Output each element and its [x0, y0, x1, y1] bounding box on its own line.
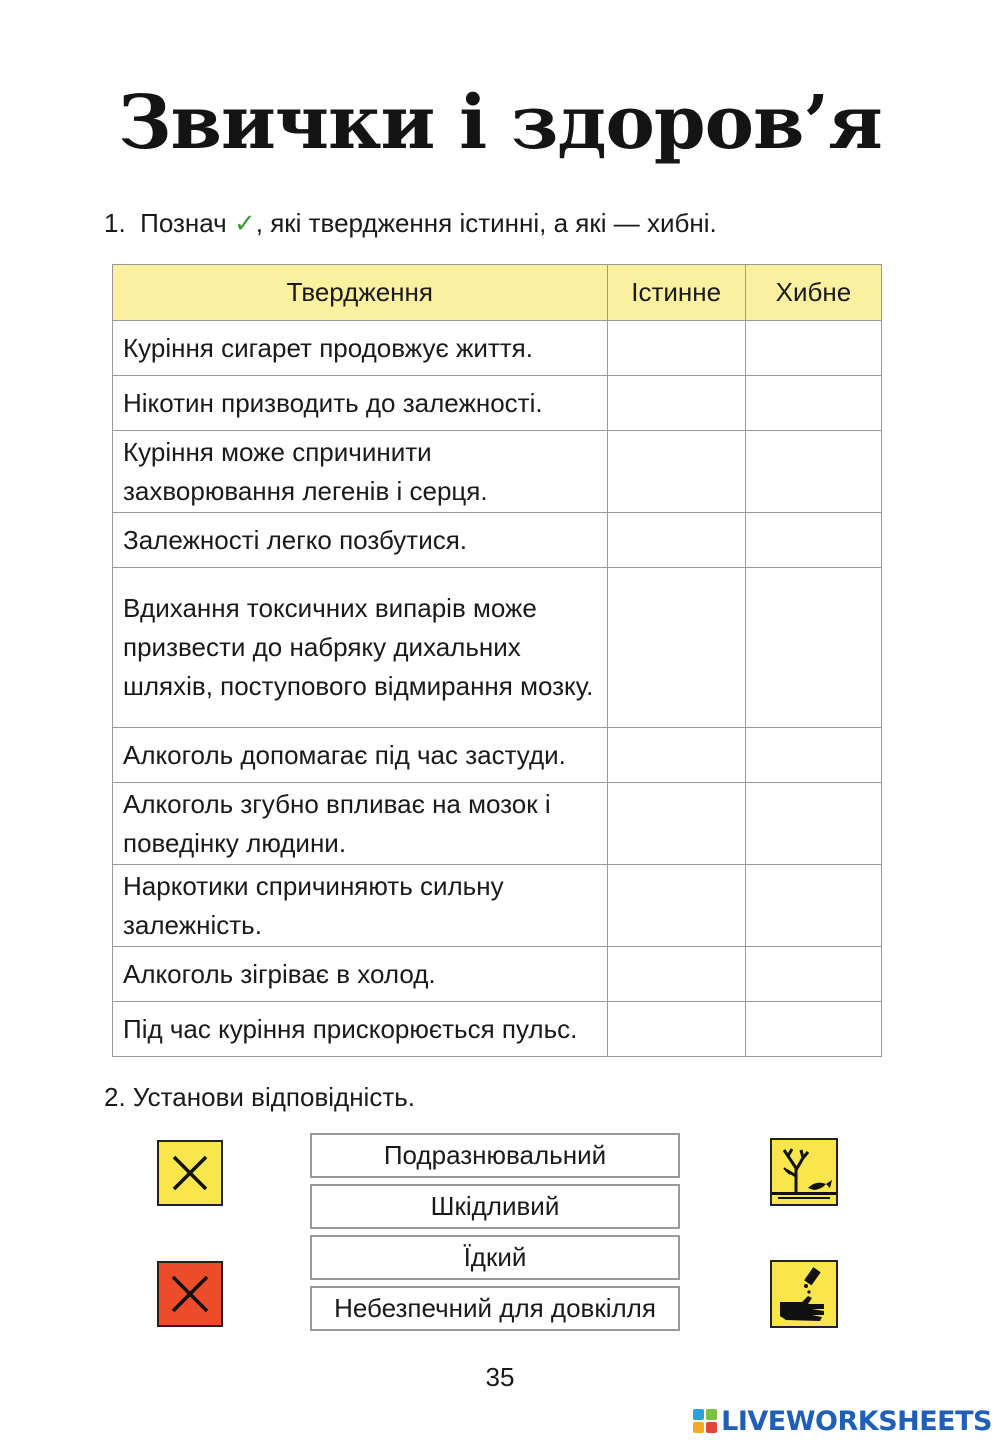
header-true: Істинне [607, 265, 745, 321]
table-row [113, 376, 882, 431]
red-x-icon[interactable] [157, 1261, 223, 1327]
false-checkbox-3[interactable] [745, 431, 881, 513]
label-environment[interactable]: Небезпечний для довкілля [310, 1286, 680, 1331]
true-checkbox-4[interactable] [607, 513, 745, 568]
table-row [113, 513, 882, 568]
true-checkbox-1[interactable] [607, 321, 745, 376]
table-row [113, 728, 882, 783]
yellow-x-icon[interactable] [157, 1140, 223, 1206]
match-labels [310, 1133, 680, 1337]
liveworksheets-logo [693, 1404, 992, 1438]
statement-text: Під час куріння прискорюється пульс. [113, 1002, 608, 1057]
dead-tree-fish-icon[interactable] [770, 1138, 838, 1206]
header-false: Хибне [745, 265, 881, 321]
false-checkbox-2[interactable] [745, 376, 881, 431]
true-checkbox-7[interactable] [607, 783, 745, 865]
task-1-text-after: , які твердження істинні, а які — хибні. [255, 208, 717, 238]
true-checkbox-6[interactable] [607, 728, 745, 783]
true-checkbox-9[interactable] [607, 947, 745, 1002]
brand-icon [693, 1409, 717, 1433]
table-header-row [113, 265, 882, 321]
table-row [113, 865, 882, 947]
true-checkbox-2[interactable] [607, 376, 745, 431]
table-row [113, 1002, 882, 1057]
label-irritant[interactable]: Подразнювальний [310, 1133, 680, 1178]
statement-text: Залежності легко позбутися. [113, 513, 608, 568]
task-2-instruction: 2. Установи відповідність. [104, 1082, 416, 1112]
statement-text: Алкоголь допомагає під час застуди. [113, 728, 608, 783]
false-checkbox-10[interactable] [745, 1002, 881, 1057]
false-checkbox-5[interactable] [745, 568, 881, 728]
statement-text: Куріння сигарет продовжує життя. [113, 321, 608, 376]
false-checkbox-9[interactable] [745, 947, 881, 1002]
table-row [113, 783, 882, 865]
page-number: 35 [485, 1362, 515, 1392]
statement-text: Куріння може спричинити захворювання легенів і серця. [113, 431, 608, 513]
corrosive-hand-icon[interactable] [770, 1260, 838, 1328]
label-corrosive[interactable]: Їдкий [310, 1235, 680, 1280]
false-checkbox-1[interactable] [745, 321, 881, 376]
task-1-text-before: Познач [140, 208, 227, 238]
checkmark-icon: ✓ [233, 208, 256, 238]
statements-table [112, 264, 882, 1057]
header-statement: Твердження [113, 265, 608, 321]
table-row [113, 947, 882, 1002]
false-checkbox-8[interactable] [745, 865, 881, 947]
table-row [113, 431, 882, 513]
label-harmful[interactable]: Шкідливий [310, 1184, 680, 1229]
task-1-number: 1. [104, 208, 126, 238]
statement-text: Алкоголь згубно впливає на мозок і поведінку людини. [113, 783, 608, 865]
table-row [113, 568, 882, 728]
false-checkbox-6[interactable] [745, 728, 881, 783]
false-checkbox-7[interactable] [745, 783, 881, 865]
true-checkbox-3[interactable] [607, 431, 745, 513]
false-checkbox-4[interactable] [745, 513, 881, 568]
true-checkbox-8[interactable] [607, 865, 745, 947]
statement-text: Нікотин призводить до залежності. [113, 376, 608, 431]
statement-text: Алкоголь зігріває в холод. [113, 947, 608, 1002]
true-checkbox-5[interactable] [607, 568, 745, 728]
true-checkbox-10[interactable] [607, 1002, 745, 1057]
page-title: Звички і здоров’я [118, 80, 882, 166]
table-row [113, 321, 882, 376]
task-1-instruction [104, 208, 717, 239]
statement-text: Вдихання токсичних випарів може призвести до набряку дихальних шляхів, поступового відмирання мозку. [113, 568, 608, 728]
brand-text: LIVEWORKSHEETS [721, 1405, 992, 1437]
statement-text: Наркотики спричиняють сильну залежність. [113, 865, 608, 947]
